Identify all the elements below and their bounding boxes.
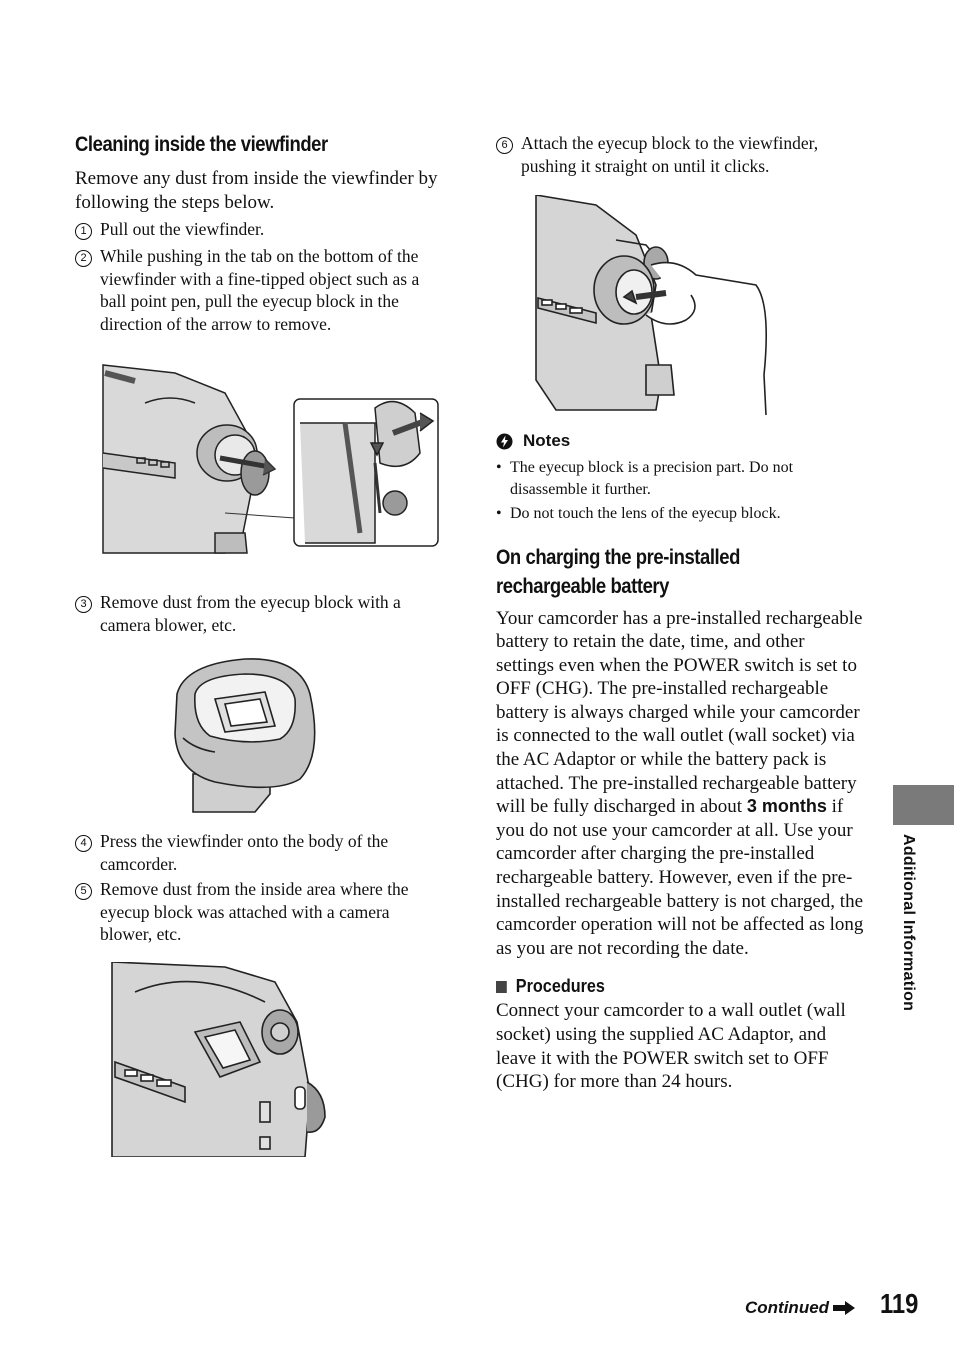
square-bullet-icon (496, 981, 507, 993)
section-heading-line1: On charging the pre-installed (496, 545, 740, 569)
side-tab-marker (893, 785, 954, 825)
notes-heading-text: Notes (523, 431, 571, 450)
bullet-icon: • (496, 459, 502, 476)
continued-indicator (745, 1298, 855, 1318)
camcorder-removal-illustration (75, 363, 445, 555)
step-text: Pull out the viewfinder. (100, 219, 265, 240)
step-6 (496, 132, 866, 177)
side-section-label-text: Additional Information (900, 834, 917, 1012)
page-number: 119 (880, 1288, 919, 1319)
arrow-right-icon (833, 1301, 855, 1315)
battery-duration: 3 months (746, 796, 827, 817)
step-number-badge: 2 (75, 250, 92, 267)
step-5 (75, 878, 445, 946)
step-text: Attach the eyecup block to the viewfinder, pushing it straight on until it clicks. (521, 133, 819, 176)
step-number-badge: 5 (75, 883, 92, 900)
intro-text: Remove any dust from inside the viewfinder by following the steps below. (75, 168, 438, 213)
step-text: Press the viewfinder onto the body of the camcorder. (100, 831, 389, 874)
figure-eyecup-removal (75, 363, 445, 555)
step-number-badge: 4 (75, 835, 92, 852)
continued-text: Continued (745, 1298, 830, 1317)
note-text: The eyecup block is a precision part. Do not disassemble it further. (510, 459, 794, 498)
step-number-badge: 1 (75, 223, 92, 240)
notes-icon (496, 433, 513, 450)
battery-text-b: if you do not use your camcorder at all. Use your camcorder after charging the pre-installed rechargeable battery. However, even if the pre-installed rechargeable battery is not charged, the camcorder operation will not be affected as long as you are not recording the date. (496, 796, 864, 959)
figure-eyecup-attach (496, 195, 866, 417)
step-number-badge: 3 (75, 596, 92, 613)
note-text: Do not touch the lens of the eyecup block. (510, 505, 781, 522)
figure-eyecup-block (75, 654, 445, 818)
battery-paragraph (496, 607, 866, 961)
camcorder-open-illustration (75, 962, 445, 1157)
section-heading-cleaning: Cleaning inside the viewfinder (75, 133, 328, 156)
step-1 (75, 218, 445, 241)
step-3 (75, 591, 445, 636)
step-number-badge: 6 (496, 137, 513, 154)
eyecup-attach-illustration (496, 195, 866, 417)
note-item (496, 457, 866, 500)
section-heading-line2: rechargeable battery (496, 574, 670, 598)
procedures-heading (496, 976, 829, 997)
procedures-heading-text: Procedures (515, 976, 605, 997)
right-column (496, 130, 866, 1094)
eyecup-block-illustration (75, 654, 445, 818)
step-text: Remove dust from the eyecup block with a camera blower, etc. (100, 592, 401, 635)
notes-heading (496, 431, 866, 451)
note-item (496, 503, 866, 525)
battery-text-a: Your camcorder has a pre-installed rechargeable battery to retain the date, time, and other settings even when the POWER switch is set to OFF (CHG). The pre-installed rechargeable battery is always charged while your camcorder is connected to the wall outlet (wall socket) via the AC Adaptor or while the battery pack is attached. The pre-installed rechargeable battery will be fully discharged in about (496, 607, 863, 818)
section-heading-battery (496, 543, 822, 601)
figure-camcorder-open (75, 962, 445, 1157)
step-4 (75, 830, 445, 875)
left-column (75, 130, 445, 1157)
step-text: While pushing in the tab on the bottom of the viewfinder with a fine-tipped object such as a ball point pen, pull the eyecup block in the direction of the arrow to remove. (100, 246, 420, 334)
step-2 (75, 245, 445, 335)
procedures-text: Connect your camcorder to a wall outlet (wall socket) using the supplied AC Adaptor, and leave it with the POWER switch set to OFF (CHG) for more than 24 hours. (496, 1000, 846, 1093)
side-section-label (895, 834, 919, 1034)
bullet-icon: • (496, 505, 502, 522)
step-text: Remove dust from the inside area where the eyecup block was attached with a camera blower, etc. (100, 879, 409, 945)
